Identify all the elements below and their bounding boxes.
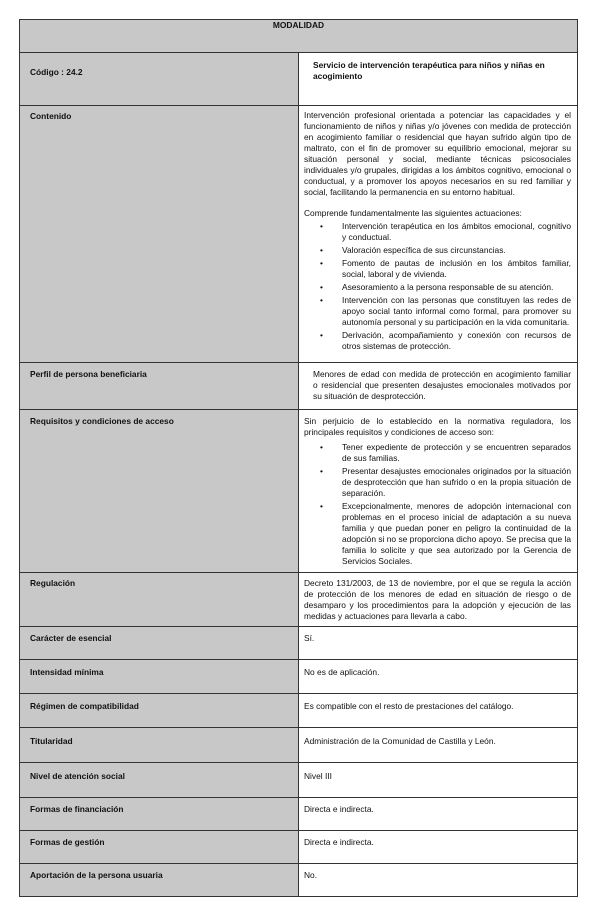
list-item: • Derivación, acompañamiento y conexión con recursos de otros sistemas de protección. xyxy=(342,330,571,352)
perfil-label: Perfil de persona beneficiaria xyxy=(20,363,299,410)
regimen-row xyxy=(20,694,578,728)
nivel-row xyxy=(20,763,578,798)
requisitos-label: Requisitos y condiciones de acceso xyxy=(20,410,299,573)
financiacion-row xyxy=(20,798,578,831)
financiacion-label: Formas de financiación xyxy=(20,798,299,831)
code-row xyxy=(20,53,578,106)
contenido-row xyxy=(20,106,578,363)
list-item: • Presentar desajustes emocionales originados por la situación de desprotección que han sufrido o en la propia situación de separación. xyxy=(342,466,571,499)
header-title: MODALIDAD xyxy=(20,20,578,53)
nivel-value: Nivel III xyxy=(299,763,578,798)
contenido-value xyxy=(299,106,578,363)
titularidad-value: Administración de la Comunidad de Castilla y León. xyxy=(299,728,578,763)
service-name: Servicio de intervención terapéutica para niños y niñas en acogimiento xyxy=(299,53,578,106)
titularidad-label: Titularidad xyxy=(20,728,299,763)
contenido-label: Contenido xyxy=(20,106,299,363)
header-row xyxy=(20,20,578,53)
gestion-label: Formas de gestión xyxy=(20,831,299,864)
regimen-value: Es compatible con el resto de prestaciones del catálogo. xyxy=(299,694,578,728)
regulacion-value: Decreto 131/2003, de 13 de noviembre, por el que se regula la acción de protección de los menores de edad en situación de riesgo o de desamparo y los procedimientos para la adopción y ejecución de las medidas y actuaciones para llevarla a cabo. xyxy=(299,573,578,627)
caracter-label: Carácter de esencial xyxy=(20,627,299,660)
list-item: • Intervención con las personas que constituyen las redes de apoyo social tanto informal como formal, para promover su autonomía personal y su participación en la vida comunitaria. xyxy=(342,295,571,328)
gestion-value: Directa e indirecta. xyxy=(299,831,578,864)
requisitos-value xyxy=(299,410,578,573)
code-label: Código : 24.2 xyxy=(20,53,299,106)
caracter-row xyxy=(20,627,578,660)
intensidad-row xyxy=(20,660,578,694)
list-item: • Fomento de pautas de inclusión en los ámbitos familiar, social, laboral y de vivienda. xyxy=(342,258,571,280)
nivel-label: Nivel de atención social xyxy=(20,763,299,798)
service-sheet-table xyxy=(19,19,578,897)
list-item: • Valoración específica de sus circunstancias. xyxy=(342,245,571,256)
contenido-list xyxy=(304,221,571,352)
gestion-row xyxy=(20,831,578,864)
list-item: • Excepcionalmente, menores de adopción internacional con problemas en el proceso inicial de adaptación a su nueva familia y que puedan poner en peligro la continuidad de la adopción si no se proporciona dicho apoyo. Se precisa que la familia lo solicite y que sea autorizado por la Gerencia de Servicios Sociales. xyxy=(342,501,571,567)
list-item: • Tener expediente de protección y se encuentren separados de sus familias. xyxy=(342,442,571,464)
regulacion-row xyxy=(20,573,578,627)
intensidad-value: No es de aplicación. xyxy=(299,660,578,694)
intensidad-label: Intensidad mínima xyxy=(20,660,299,694)
requisitos-list xyxy=(304,442,571,567)
perfil-row xyxy=(20,363,578,410)
list-item: • Asesoramiento a la persona responsable de su atención. xyxy=(342,282,571,293)
contenido-lead: Comprende fundamentalmente las siguientes actuaciones: xyxy=(304,208,522,218)
requisitos-intro: Sin perjuicio de lo establecido en la normativa reguladora, los principales requisitos y condiciones de acceso son: xyxy=(304,416,571,437)
perfil-value: Menores de edad con medida de protección en acogimiento familiar o residencial que presenten desajustes emocionales motivados por su situación de desprotección. xyxy=(299,363,578,410)
aportacion-label: Aportación de la persona usuaria xyxy=(20,864,299,897)
caracter-value: Sí. xyxy=(299,627,578,660)
regimen-label: Régimen de compatibilidad xyxy=(20,694,299,728)
titularidad-row xyxy=(20,728,578,763)
contenido-intro: Intervención profesional orientada a potenciar las capacidades y el funcionamiento de niños y niñas y/o jóvenes con medida de protección en acogimiento familiar o residencial que hayan sufrido algún tipo de maltrato, con el fin de promover su equilibrio emocional, mejorar su situación personal y social, mediante técnicas psicosociales individuales y/o grupales, dirigidas a los ámbitos cognitivo, emocional o conductual, y a promover los apoyos necesarios en su red familiar y social, facilitando la permanencia en su entorno habitual. xyxy=(304,110,571,197)
requisitos-row xyxy=(20,410,578,573)
aportacion-row xyxy=(20,864,578,897)
list-item: • Intervención terapéutica en los ámbitos emocional, cognitivo y conductual. xyxy=(342,221,571,243)
aportacion-value: No. xyxy=(299,864,578,897)
regulacion-label: Regulación xyxy=(20,573,299,627)
financiacion-value: Directa e indirecta. xyxy=(299,798,578,831)
